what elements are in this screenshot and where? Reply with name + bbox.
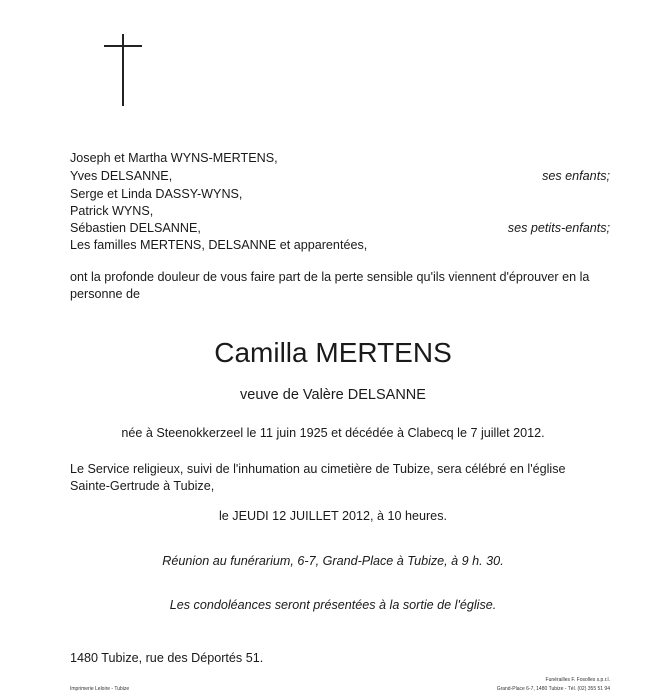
funeral-home-address: Grand-Place 6-7, 1480 Tubize - Tél. (02) 355 51 94 <box>496 686 610 692</box>
service-text: Le Service religieux, suivi de l'inhumation au cimetière de Tubize, sera célébré en l'église Sainte-Gertrude à Tubize, <box>70 462 566 493</box>
deceased-name: Camilla MERTENS <box>214 337 452 368</box>
widow-of: veuve de Valère DELSANNE <box>240 387 426 403</box>
children-label: ses enfants; <box>542 169 610 183</box>
family-line-2: Yves DELSANNE, <box>70 169 173 183</box>
birth-death: née à Steenokkerzeel le 11 juin 1925 et décédée à Clabecq le 7 juillet 2012. <box>121 426 545 440</box>
reunion-text: Réunion au funérarium, 6-7, Grand-Place à Tubize, à 9 h. 30. <box>162 554 504 568</box>
condolences-text: Les condoléances seront présentées à la sortie de l'église. <box>169 598 497 612</box>
family-line-4: Patrick WYNS, <box>70 204 154 218</box>
funeral-home-name: Funérailles F. Fosolles s.p.r.l. <box>545 677 610 683</box>
announcement-text: ont la profonde douleur de vous faire part de la perte sensible qu'ils viennent d'éprouver en la personne de <box>70 270 590 301</box>
family-line-5: Sébastien DELSANNE, <box>70 221 201 235</box>
family-line-3: Serge et Linda DASSY-WYNS, <box>70 187 243 201</box>
family-line-6: Les familles MERTENS, DELSANNE et apparentées, <box>70 238 368 252</box>
printer-credit: Imprimerie Leloire - Tubize <box>70 686 130 692</box>
family-line-1: Joseph et Martha WYNS-MERTENS, <box>70 151 278 165</box>
service-date: le JEUDI 12 JUILLET 2012, à 10 heures. <box>219 509 447 523</box>
grandchildren-label: ses petits-enfants; <box>507 221 610 235</box>
home-address: 1480 Tubize, rue des Déportés 51. <box>70 651 264 665</box>
